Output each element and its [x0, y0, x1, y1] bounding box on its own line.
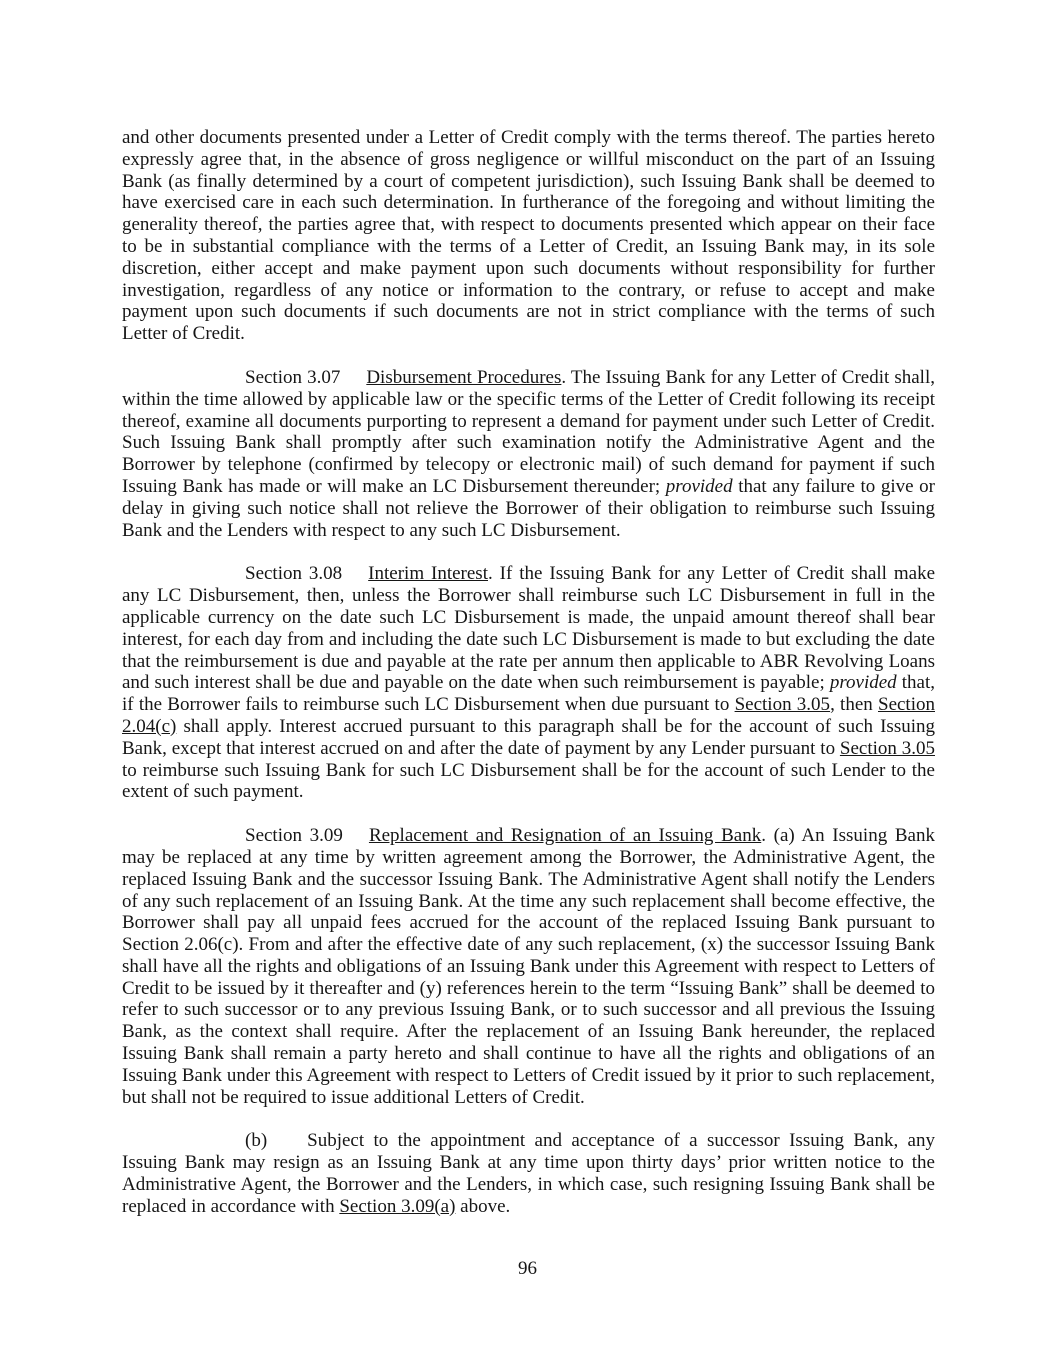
paragraph-section-3-08: [122, 563, 935, 803]
text-run: Section 3.05: [734, 694, 831, 716]
text-run: . The Issuing Bank for any Letter of Credit shall, within the time allowed by applicable law or the specific terms of the Letter of Credit following its receipt thereof, examine all documents purporting to represent a demand for payment under such Letter of Credit. Such Issuing Bank shall promptly after such examination notify the Administrative Agent and the Borrower by telephone (confirmed by telecopy or electronic mail) of such demand for payment if such Issuing Bank has made or will make an LC Disbursement thereunder;: [122, 366, 935, 497]
text-run: that, if the Borrower fails to reimburse such LC Disbursement when due pursuant to: [122, 672, 935, 716]
text-run: Section 3.09: [245, 825, 343, 847]
page-body: [122, 127, 935, 1218]
text-run: Section 3.08: [245, 563, 343, 585]
paragraph-3-09-b: [122, 1130, 935, 1217]
text-run: Interim Interest: [368, 563, 488, 585]
paragraph-continuation: [122, 127, 935, 345]
text-run: Section 2.04(c): [122, 694, 935, 737]
text-run: to reimburse such Issuing Bank for such LC Disbursement shall be for the account of such Lender to the extent of such payment.: [122, 759, 935, 803]
text-run: Section 3.07: [245, 366, 341, 388]
text-run: that any failure to give or delay in giving such notice shall not relieve the Borrower of their obligation to reimburse such Issuing Bank and the Lenders with respect to any such LC Disbursement.: [122, 475, 935, 541]
text-run: provided: [829, 672, 897, 694]
text-run: above.: [455, 1195, 511, 1217]
text-run: Section 3.09(a): [339, 1195, 456, 1217]
text-run: Replacement and Resignation of an Issuing Bank: [368, 825, 762, 847]
text-run: provided: [665, 475, 733, 497]
text-run: . If the Issuing Bank for any Letter of Credit shall make any LC Disbursement, then, unless the Borrower shall reimburse such LC Disbursement in full in the applicable currency on the date such LC Disbursement is made, the unpaid amount thereof shall bear interest, for each day from and including the date such LC Disbursement is made to but excluding the date that the reimbursement is due and payable at the rate per annum then applicable to ABR Revolving Loans and such interest shall be due and payable on the date when such reimbursement is payable;: [122, 563, 935, 694]
text-run: and other documents presented under a Letter of Credit comply with the terms thereof. The parties hereto expressly agree that, in the absence of gross negligence or willful misconduct on the part of an Issuing Bank (as finally determined by a court of competent jurisdiction), such Issuing Bank shall be deemed to have exercised care in each such determination. In furtherance of the foregoing and without limiting the generality thereof, the parties agree that, with respect to documents presented which appear on their face to be in substantial compliance with the terms of a Letter of Credit, an Issuing Bank may, in its sole discretion, either accept and make payment upon such documents without responsibility for further investigation, regardless of any notice or information to the contrary, or refuse to accept and make payment upon such documents if such documents are not in strict compliance with the terms of such Letter of Credit.: [122, 127, 935, 345]
text-run: , then: [830, 694, 878, 716]
text-run: Section 3.05: [839, 737, 935, 759]
text-run: shall apply. Interest accrued pursuant to this paragraph shall be for the account of such Issuing Bank, except that interest accrued on and after the date of payment by any Lender pursuant to: [122, 715, 935, 759]
text-run: Disbursement Procedures: [366, 366, 562, 388]
text-run: (b): [245, 1130, 268, 1152]
text-run: Subject to the appointment and acceptance of a successor Issuing Bank, any Issuing Bank may resign as an Issuing Bank at any time upon thirty days’ prior written notice to the Administrative Agent, the Borrower and the Lenders, in which case, such resigning Issuing Bank shall be replaced in accordance with: [122, 1130, 935, 1217]
paragraph-section-3-07: [122, 367, 935, 541]
page-number: 96: [518, 1258, 537, 1279]
paragraph-section-3-09: [122, 825, 935, 1108]
text-run: . (a) An Issuing Bank may be replaced at any time by written agreement among the Borrower, the Administrative Agent, the replaced Issuing Bank and the successor Issuing Bank. The Administrative Agent shall notify the Lenders of any such replacement of an Issuing Bank. At the time any such replacement shall become effective, the Borrower shall pay all unpaid fees accrued for the account of the replaced Issuing Bank pursuant to Section 2.06(c). From and after the effective date of any such replacement, (x) the successor Issuing Bank shall have all the rights and obligations of an Issuing Bank under this Agreement with respect to Letters of Credit to be issued by it thereafter and (y) references herein to the term “Issuing Bank” shall be deemed to refer to such successor or to any previous Issuing Bank, or to such successor and all previous the Issuing Bank, as the context shall require. After the replacement of an Issuing Bank hereunder, the replaced Issuing Bank shall remain a party hereto and shall continue to have all the rights and obligations of an Issuing Bank under this Agreement with respect to Letters of Credit issued by it prior to such replacement, but shall not be required to issue additional Letters of Credit.: [122, 825, 935, 1108]
